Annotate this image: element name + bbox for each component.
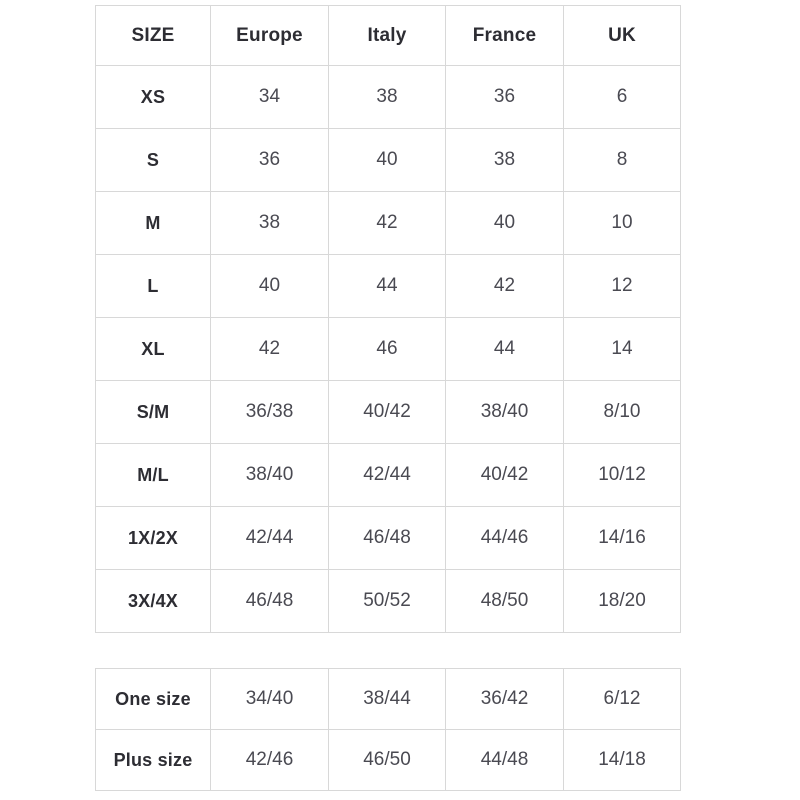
table-cell: 12 <box>564 255 681 318</box>
table-cell: 42/44 <box>329 444 446 507</box>
row-label: Plus size <box>96 730 211 791</box>
table-row <box>96 318 681 381</box>
table-row <box>96 444 681 507</box>
table-cell: 46/48 <box>211 570 329 633</box>
row-label: 1X/2X <box>96 507 211 570</box>
table-cell: 44 <box>446 318 564 381</box>
table-cell: 34 <box>211 66 329 129</box>
table-row <box>96 381 681 444</box>
table-cell: 42/46 <box>211 730 329 791</box>
table-cell: 46/48 <box>329 507 446 570</box>
row-label: S <box>96 129 211 192</box>
table-cell: 42 <box>329 192 446 255</box>
table-cell: 38/44 <box>329 669 446 730</box>
tables-container <box>95 5 681 791</box>
table-cell: 8 <box>564 129 681 192</box>
table-row <box>96 66 681 129</box>
table-row <box>96 669 681 730</box>
table-row <box>96 192 681 255</box>
table-row <box>96 570 681 633</box>
column-header-france: France <box>446 6 564 66</box>
table-cell: 14 <box>564 318 681 381</box>
table-cell: 34/40 <box>211 669 329 730</box>
table-cell: 38 <box>211 192 329 255</box>
table-row <box>96 255 681 318</box>
table-cell: 38 <box>329 66 446 129</box>
table-cell: 36 <box>211 129 329 192</box>
table-cell: 46/50 <box>329 730 446 791</box>
row-label: L <box>96 255 211 318</box>
table-cell: 40 <box>329 129 446 192</box>
table-cell: 38 <box>446 129 564 192</box>
table-cell: 18/20 <box>564 570 681 633</box>
table-cell: 42 <box>446 255 564 318</box>
row-label: XS <box>96 66 211 129</box>
row-label: One size <box>96 669 211 730</box>
row-label: M <box>96 192 211 255</box>
table-cell: 6 <box>564 66 681 129</box>
table-cell: 36 <box>446 66 564 129</box>
table-cell: 38/40 <box>211 444 329 507</box>
table-cell: 50/52 <box>329 570 446 633</box>
table-cell: 42/44 <box>211 507 329 570</box>
table-cell: 40/42 <box>329 381 446 444</box>
table-cell: 14/18 <box>564 730 681 791</box>
table-cell: 42 <box>211 318 329 381</box>
table-cell: 44 <box>329 255 446 318</box>
table-header-row <box>96 6 681 66</box>
table-cell: 40 <box>211 255 329 318</box>
table-cell: 48/50 <box>446 570 564 633</box>
column-header-size: SIZE <box>96 6 211 66</box>
table-row <box>96 129 681 192</box>
table-row <box>96 507 681 570</box>
table-cell: 38/40 <box>446 381 564 444</box>
column-header-europe: Europe <box>211 6 329 66</box>
table-cell: 46 <box>329 318 446 381</box>
table-cell: 44/46 <box>446 507 564 570</box>
column-header-uk: UK <box>564 6 681 66</box>
table-cell: 40/42 <box>446 444 564 507</box>
table-cell: 40 <box>446 192 564 255</box>
column-header-italy: Italy <box>329 6 446 66</box>
table-cell: 44/48 <box>446 730 564 791</box>
table-cell: 10 <box>564 192 681 255</box>
size-conversion-table <box>95 5 681 633</box>
special-sizes-table <box>95 668 681 791</box>
table-cell: 36/38 <box>211 381 329 444</box>
table-cell: 36/42 <box>446 669 564 730</box>
table-row <box>96 730 681 791</box>
table-cell: 6/12 <box>564 669 681 730</box>
row-label: XL <box>96 318 211 381</box>
table-cell: 8/10 <box>564 381 681 444</box>
row-label: S/M <box>96 381 211 444</box>
table-cell: 10/12 <box>564 444 681 507</box>
row-label: M/L <box>96 444 211 507</box>
row-label: 3X/4X <box>96 570 211 633</box>
table-cell: 14/16 <box>564 507 681 570</box>
